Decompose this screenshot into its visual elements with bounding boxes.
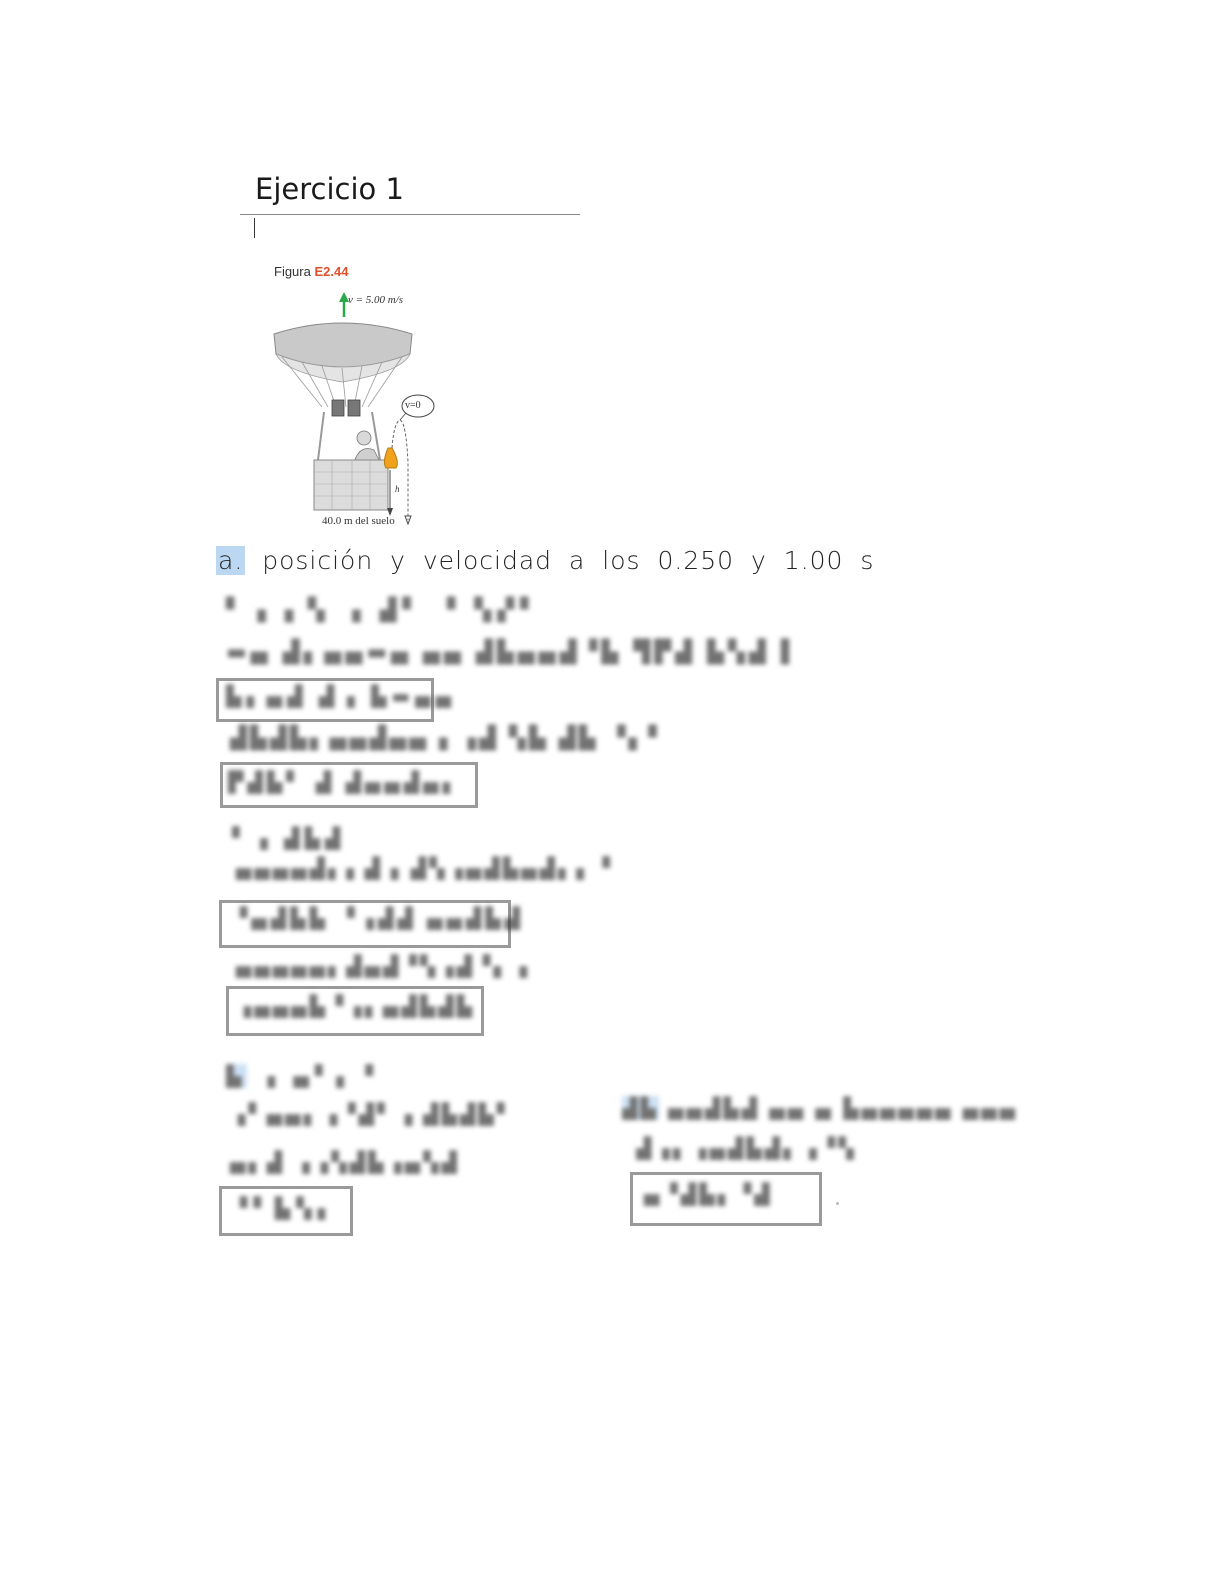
redacted-line: ▄▝▟▙▖▝▟ <box>644 1182 773 1206</box>
figure-label-prefix: Figura <box>274 264 311 279</box>
redacted-line: ▙ ▗ ▄▘▖▝ <box>226 1064 380 1088</box>
redacted-line: ▙▖▄▟ ▟▗ ▙▬▄▄ <box>226 684 457 708</box>
figure-velocity-label: v = 5.00 m/s <box>348 294 404 306</box>
redacted-line: ▟▗▖▗▄▟▙▟▖▗▝▚ <box>636 1136 857 1160</box>
redacted-line: ▟▙▟▙▖▄▄▟▄▄ ▖▗▟ ▚▙ ▟▙ ▝▖▘ <box>230 726 669 751</box>
figure-label <box>274 264 348 279</box>
figure-ground-label: 40.0 m del suelo <box>322 515 395 527</box>
redacted-line: ▄▄▄▄▄▖▟▄▟▝▚▗▟▝▖▗ <box>236 954 531 978</box>
question-a-marker: a. <box>218 546 244 575</box>
redacted-line: ▗▘▄▄▖▗▝▟▘ ▖▟▙▟▙▘ <box>230 1102 516 1126</box>
question-a <box>216 546 874 575</box>
redacted-line: ▗▄▄▄▙▝▗▖▄▟▙▟▙ <box>236 994 475 1018</box>
redacted-line: ▘▗ ▟▙▟ <box>232 826 346 850</box>
text-cursor <box>254 218 255 238</box>
redacted-line: ▛▟▙▘ ▟ ▟▄▄▟▄▖ <box>228 770 462 794</box>
redacted-line: ▝▘▙▚▖ <box>232 1196 339 1220</box>
redacted-line: ▘▗ ▖▚ ▗ ▟▘ ▝ ▚▞▘ <box>226 598 544 623</box>
figure-balloon <box>262 262 452 532</box>
figure-bubble-label: v=0 <box>405 400 421 411</box>
redacted-line: ▬▄ ▟▖▄▄▬▄ ▄▄ ▟▙▄▄▟▝▙ ▜▛▟ ▙▚▟ ▌ <box>226 640 802 665</box>
redacted-line: ▄▖▟ ▗▗▚▟▙▗▄▚▟ <box>230 1150 460 1174</box>
redacted-line: ▄▄▄▄▟▖▖▟▗ ▟▚▗▄▟▙▄▟▖▖▝ <box>236 856 613 880</box>
redacted-line: ▝▄▟▙▙ ▝▗▟▟ ▄▄▟▙▟ <box>232 906 525 930</box>
figure-label-number: E2.44 <box>314 264 349 279</box>
title-divider <box>240 214 580 215</box>
question-a-text: posición y velocidad a los 0.250 y 1.00 s <box>262 546 875 575</box>
stray-mark <box>836 1202 839 1205</box>
svg-text:h: h <box>395 484 400 494</box>
redacted-line: ▟▙ ▄▄▟▙▟ ▄▄ ▄ ▙▄▄▄▄▄ ▄▄▄ <box>622 1096 1019 1120</box>
page-title: Ejercicio 1 <box>255 172 404 206</box>
